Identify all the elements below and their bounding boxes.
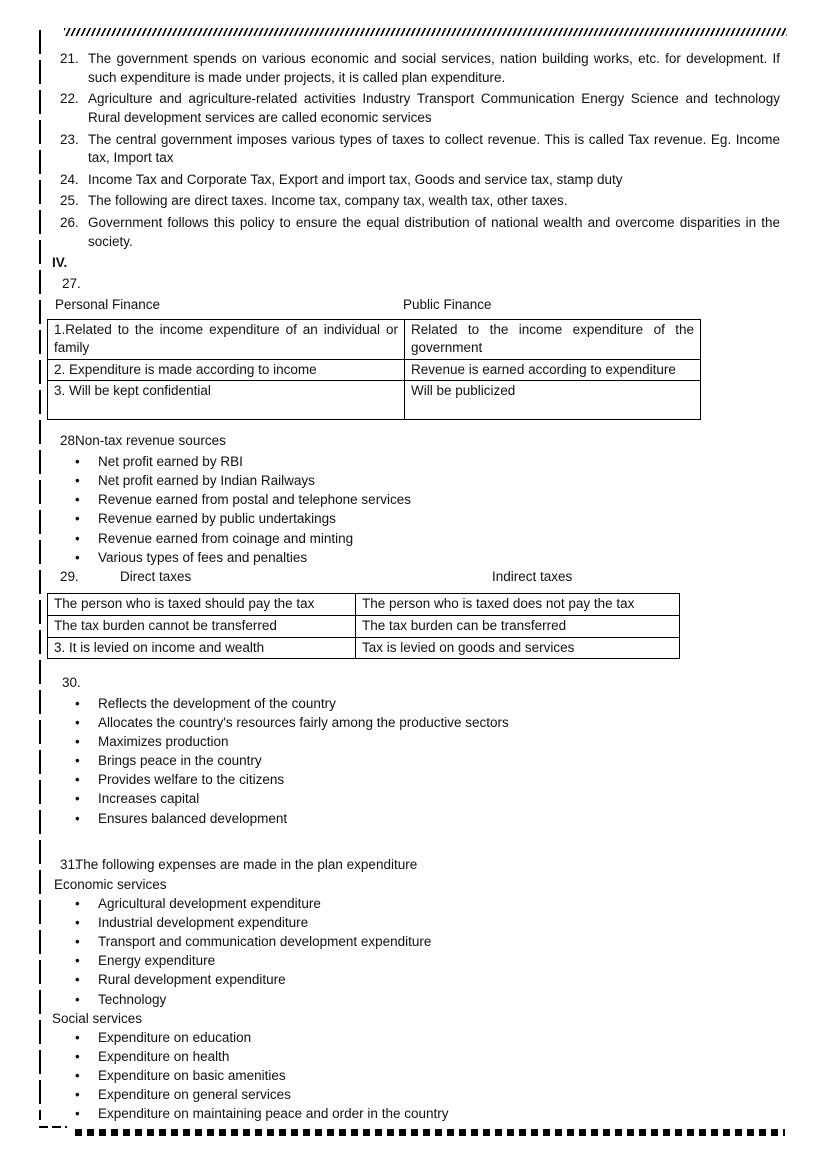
q27-table-headers [47,296,780,315]
table-row [48,381,701,420]
list-item [47,472,780,491]
item-text: The government spends on various economic and social services, nation building works, etc. for development. If such expenditure is made under projects, it is called plan expenditure. [88,51,780,85]
list-item-text: Expenditure on education [98,1029,252,1045]
list-item [47,933,780,952]
indirect-taxes-header: Indirect taxes [492,569,573,585]
item-text: Agriculture and agriculture-related activities Industry Transport Communication Energy Science and technology Rural development services are called economic services [88,91,780,125]
list-item-text: Revenue earned by public undertakings [98,511,336,527]
bullet-icon [75,895,98,914]
bottom-dotted-divider [75,1129,785,1136]
bullet-icon [75,914,98,933]
bullet-icon [75,733,98,752]
q29-table-headers [47,568,780,587]
list-item-text: Expenditure on general services [98,1087,291,1103]
economic-services-heading: Economic services [54,877,167,893]
list-item [47,952,780,971]
list-item [47,530,780,549]
list-item [47,714,780,733]
list-item-text: Revenue earned from coinage and minting [98,530,354,546]
bullet-icon [75,771,98,790]
bullet-icon [75,790,98,809]
numbered-item-23 [47,131,780,168]
item-number: 21. [60,51,79,66]
list-item-text: Expenditure on health [98,1048,230,1064]
list-item-text: Expenditure on basic amenities [98,1068,286,1083]
list-item-text: Various types of fees and penalties [98,549,308,565]
item-text: Government follows this policy to ensure the equal distribution of national wealth and overcome disparities in the society. [88,215,780,249]
question-30 [47,674,780,693]
table-cell: The tax burden can be transferred [356,615,680,637]
list-item [47,491,780,510]
bullet-icon [75,453,98,472]
list-item-text: Net profit earned by RBI [98,454,243,469]
public-finance-header: Public Finance [403,296,492,312]
question-28 [47,432,780,451]
list-item [47,914,780,933]
table-row [48,594,680,616]
list-item-text: Brings peace in the country [98,753,262,769]
list-item [47,752,780,771]
item-number: 24. [60,171,79,187]
bullet-icon [75,971,98,990]
table-row [48,319,701,359]
list-item-text: Industrial development expenditure [98,915,309,930]
list-item-text: Net profit earned by Indian Railways [98,473,315,489]
table-cell: The person who is taxed does not pay the tax [356,594,680,616]
table-row [48,359,701,381]
bullet-icon [75,472,98,491]
list-item-text: Expenditure on maintaining peace and order in the country [98,1106,449,1122]
list-item [47,895,780,914]
list-item-text: Increases capital [98,791,200,807]
item-number: 30. [62,675,81,691]
direct-vs-indirect-taxes-table [47,593,680,659]
list-item-text: Allocates the country's resources fairly among the productive sectors [98,714,509,730]
personal-finance-header: Personal Finance [55,296,161,312]
list-item [47,810,780,829]
list-item-text: Transport and communication development expenditure [98,934,432,950]
list-item [47,1067,780,1086]
list-item-text: Energy expenditure [98,953,216,969]
bullet-icon [75,991,98,1010]
table-cell: The person who is taxed should pay the tax [48,594,356,616]
social-services-heading: Social services [52,1011,143,1027]
list-item [47,1105,780,1124]
numbered-item-22 [47,90,780,127]
bullet-icon [75,1067,98,1086]
bullet-icon [75,1048,98,1067]
table-cell: The tax burden cannot be transferred [48,615,356,637]
list-item [47,1029,780,1048]
bullet-icon [75,491,98,510]
list-item [47,453,780,472]
list-item [47,733,780,752]
bullet-icon [75,510,98,529]
table-cell: 2. Expenditure is made according to income [48,359,405,381]
numbered-item-26 [47,214,780,251]
list-item [47,971,780,990]
bullet-icon [75,714,98,733]
table-row [48,615,680,637]
list-item [47,549,780,568]
bullet-icon [75,952,98,971]
item-number: 22. [60,91,79,107]
list-item [47,695,780,714]
left-dashed-border [39,30,41,1120]
numbered-item-25 [47,192,780,211]
bullet-icon [75,549,98,568]
list-item-text: Reflects the development of the country [98,695,336,711]
list-item-text: Maximizes production [98,734,229,749]
item-number: 31. [60,856,79,872]
item-text: Income Tax and Corporate Tax, Export and import tax, Goods and service tax, stamp duty [88,171,623,187]
table-cell: Tax is levied on goods and services [356,637,680,659]
list-item [47,790,780,809]
numbered-item-24 [47,171,780,190]
table-cell: 3. Will be kept confidential [48,381,405,420]
list-item [47,1086,780,1105]
question-31-title: The following expenses are made in the plan expenditure [75,856,418,872]
table-cell: Related to the income expenditure of the government [405,319,701,359]
bottom-left-dashed-mark [39,1126,67,1128]
table-cell: 1.Related to the income expenditure of an individual or family [48,319,405,359]
bullet-icon [75,810,98,829]
item-number: 28. [60,433,79,449]
table-cell: Will be publicized [405,381,701,420]
question-29-number: 29. [60,569,79,585]
bullet-icon [75,1086,98,1105]
table-cell: 3. It is levied on income and wealth [48,637,356,659]
list-item-text: Revenue earned from postal and telephone services [98,492,411,508]
question-27-number: 27. [62,275,81,291]
list-item [47,991,780,1010]
item-text: The central government imposes various types of taxes to collect revenue. This is called Tax revenue. Eg. Income tax, Import tax [88,131,780,166]
personal-vs-public-finance-table [47,319,701,421]
bullet-icon [75,752,98,771]
bullet-icon [75,1029,98,1048]
bullet-icon [75,933,98,952]
list-item-text: Ensures balanced development [98,810,288,826]
top-hatched-border [64,28,787,36]
section-heading-IV: IV. [52,255,68,271]
table-row [48,637,680,659]
item-number: 26. [60,215,79,230]
item-number: 25. [60,193,79,209]
direct-taxes-header: Direct taxes [120,569,192,585]
item-number: 23. [60,131,79,147]
list-item [47,771,780,790]
list-item-text: Agricultural development expenditure [98,895,321,911]
list-item-text: Technology [98,991,167,1007]
list-item-text: Rural development expenditure [98,972,286,988]
question-28-title: Non-tax revenue sources [75,433,226,449]
numbered-item-21 [47,50,780,87]
list-item-text: Provides welfare to the citizens [98,772,285,788]
question-31 [47,856,780,875]
bullet-icon [75,1105,98,1124]
item-text: The following are direct taxes. Income tax, company tax, wealth tax, other taxes. [88,193,568,209]
list-item [47,1048,780,1067]
list-item [47,510,780,529]
bullet-icon [75,530,98,549]
bullet-icon [75,695,98,714]
table-cell: Revenue is earned according to expenditure [405,359,701,381]
